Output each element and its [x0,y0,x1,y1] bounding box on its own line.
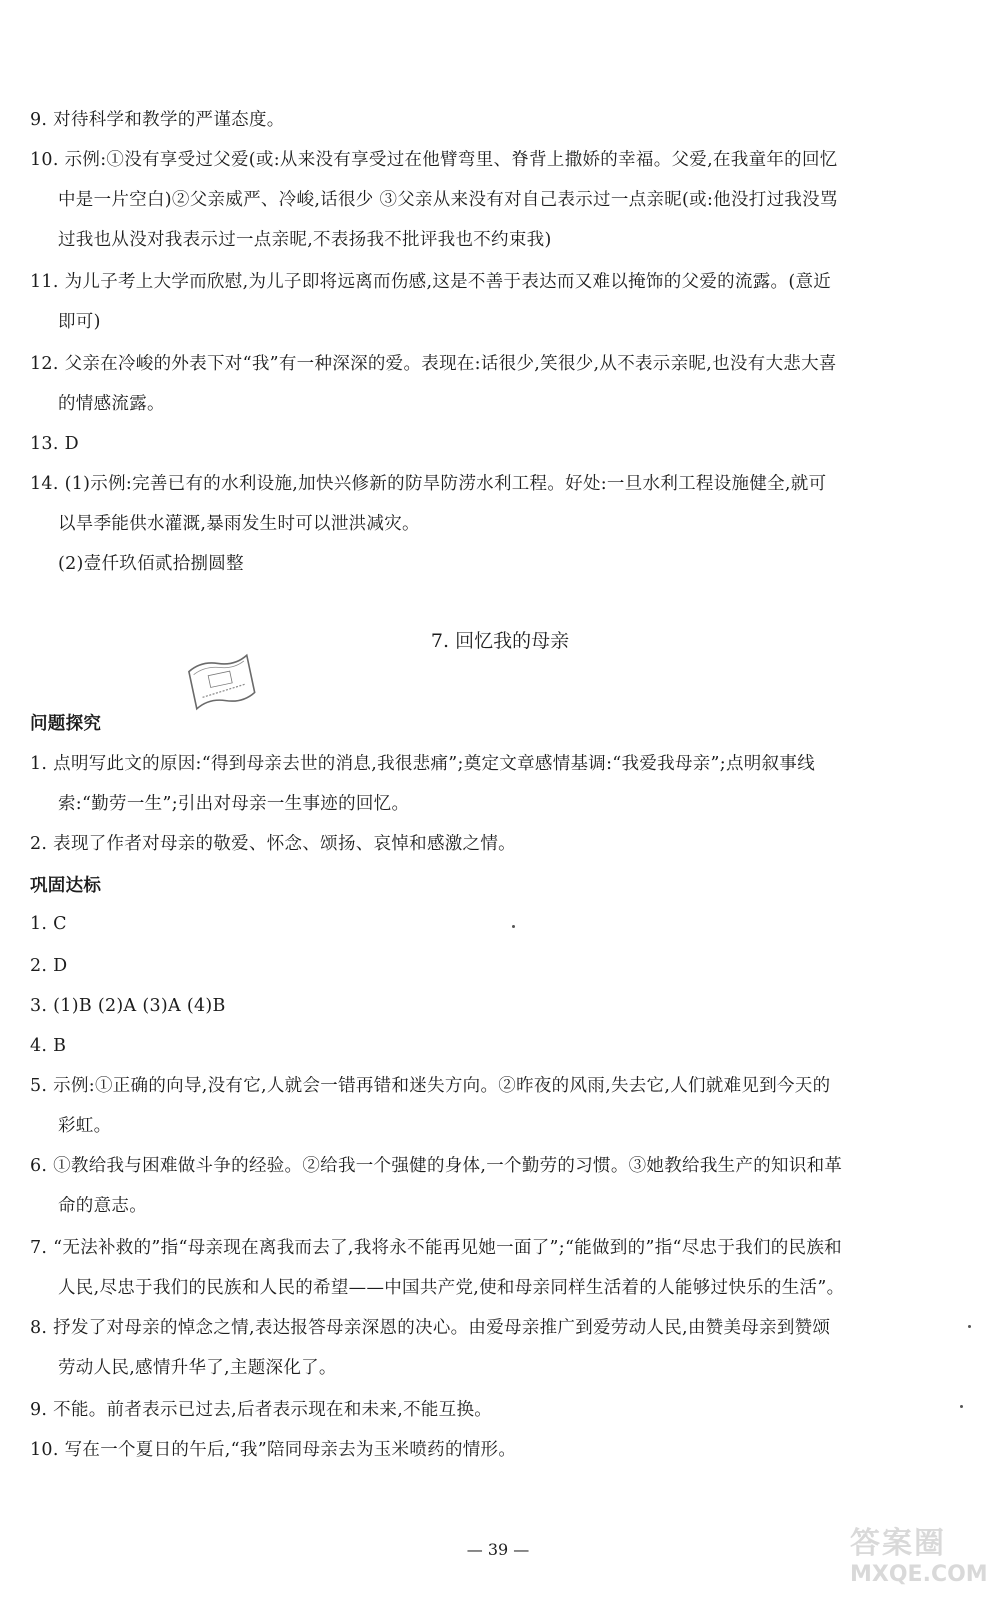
consolidate-9: 9. 不能。前者表示已过去,后者表示现在和未来,不能互换。 [30,1400,493,1420]
consolidate-7-line1: 7. “无法补救的”指“母亲现在离我而去了,我将永不能再见她一面了”;“能做到的”指“尽忠于我们的民族和 [30,1238,842,1258]
watermark-logo [846,1518,986,1594]
consolidate-7-line2: 人民,尽忠于我们的民族和人民的希望——中国共产党,使和母亲同样生活着的人能够过快乐的生活”。 [58,1278,845,1298]
answer-12-line1: 12. 父亲在冷峻的外表下对“我”有一种深深的爱。表现在:话很少,笑很少,从不表示亲昵,也没有大悲大喜 [30,354,837,374]
page-number: — 39 — [466,1540,530,1559]
speck [512,925,515,928]
answer-14-line1: 14. (1)示例:完善已有的水利设施,加快兴修新的防旱防涝水利工程。好处:一旦水利工程设施健全,就可 [30,474,827,494]
lesson-title: 7. 回忆我的母亲 [430,630,570,652]
consolidate-5-line2: 彩虹。 [58,1116,112,1136]
consolidate-1: 1. C [30,914,67,934]
answer-11-line1: 11. 为儿子考上大学而欣慰,为儿子即将远离而伤感,这是不善于表达而又难以掩饰的父爱的流露。(意近 [30,272,832,292]
stamp-logo [181,648,263,718]
consolidate-8-line2: 劳动人民,感情升华了,主题深化了。 [58,1358,337,1378]
consolidate-4: 4. B [30,1036,67,1056]
answer-11-line2: 即可) [58,312,101,332]
answer-10-line1: 10. 示例:①没有享受过父爱(或:从来没有享受过在他臂弯里、脊背上撒娇的幸福。父爱,在我童年的回忆 [30,150,838,170]
consolidate-8-line1: 8. 抒发了对母亲的悼念之情,表达报答母亲深恩的决心。由爱母亲推广到爱劳动人民,由赞美母亲到赞颂 [30,1318,831,1338]
heading-consolidation: 巩固达标 [30,876,102,896]
answer-13: 13. D [30,434,79,454]
explore-1-line1: 1. 点明写此文的原因:“得到母亲去世的消息,我很悲痛”;奠定文章感情基调:“我爱我母亲”;点明叙事线 [30,754,815,774]
answer-14-line2: 以旱季能供水灌溉,暴雨发生时可以泄洪减灾。 [58,514,420,534]
speck [960,1405,963,1408]
consolidate-5-line1: 5. 示例:①正确的向导,没有它,人就会一错再错和迷失方向。②昨夜的风雨,失去它,人们就难见到今天的 [30,1076,831,1096]
consolidate-6-line2: 命的意志。 [58,1196,147,1216]
answer-14-part2: (2)壹仟玖佰贰拾捌圆整 [58,554,244,574]
consolidate-3: 3. (1)B (2)A (3)A (4)B [30,996,226,1016]
explore-2: 2. 表现了作者对母亲的敬爱、怀念、颂扬、哀悼和感激之情。 [30,834,516,854]
consolidate-10: 10. 写在一个夏日的午后,“我”陪同母亲去为玉米喷药的情形。 [30,1440,517,1460]
consolidate-2: 2. D [30,956,68,976]
explore-1-line2: 索:“勤劳一生”;引出对母亲一生事迹的回忆。 [58,794,410,814]
watermark-url: MXQE.COM [850,1562,988,1587]
consolidate-6-line1: 6. ①教给我与困难做斗争的经验。②给我一个强健的身体,一个勤劳的习惯。③她教给我生产的知识和革 [30,1156,843,1176]
answer-10-line3: 过我也从没对我表示过一点亲昵,不表扬我不批评我也不约束我) [58,230,552,250]
answer-9: 9. 对待科学和教学的严谨态度。 [30,110,285,130]
watermark-text: 答案圈 [850,1526,946,1561]
speck [968,1325,971,1328]
answer-10-line2: 中是一片空白)②父亲威严、冷峻,话很少 ③父亲从来没有对自己表示过一点亲昵(或:他没打过我没骂 [58,190,838,210]
heading-problem-exploration: 问题探究 [30,714,102,734]
answer-12-line2: 的情感流露。 [58,394,165,414]
